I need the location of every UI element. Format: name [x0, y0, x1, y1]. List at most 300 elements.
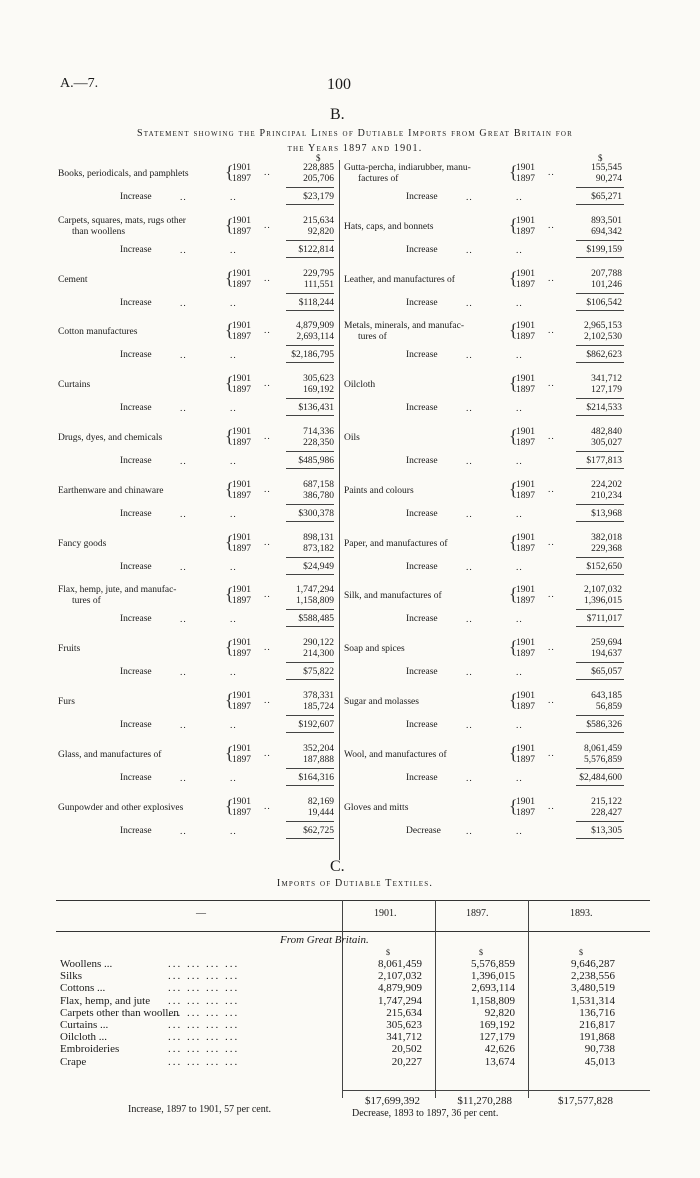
- value-1897: 90,274: [595, 174, 622, 184]
- value-1901: 8,061,459: [584, 743, 622, 754]
- value-1897: 210,234: [591, 490, 622, 501]
- leader-dots: ..: [466, 773, 473, 784]
- leader-dots: ..: [466, 457, 473, 467]
- change-label: Increase: [406, 192, 438, 202]
- brace: {: [509, 637, 518, 658]
- sum-rule: [286, 451, 334, 452]
- leader-dots: ..: [466, 404, 473, 415]
- leader-dots: ..: [264, 801, 271, 812]
- brace: {: [225, 267, 234, 288]
- leader-dots: ..: [180, 668, 187, 679]
- leader-dots: ... ... ... ...: [168, 1031, 240, 1044]
- value-1897: 194,637: [591, 649, 622, 660]
- sum-rule: [576, 715, 624, 716]
- item-name: Paper, and manufactures of: [344, 538, 448, 549]
- value-1901: 155,545: [591, 163, 622, 173]
- sum-rule: [576, 521, 624, 522]
- value-1901: 259,694: [591, 638, 622, 649]
- leader-dots: ..: [548, 590, 555, 601]
- leader-dots: ..: [180, 298, 187, 309]
- c-header-dash: —: [196, 908, 206, 919]
- item-name: Drugs, dyes, and chemicals: [58, 433, 163, 443]
- value-1901: 482,840: [591, 427, 622, 437]
- sum-rule: [576, 626, 624, 627]
- value-1893: 2,238,556: [571, 970, 615, 983]
- sum-rule: [286, 204, 334, 205]
- value-1897: 2,693,114: [296, 332, 334, 343]
- leader-dots: ..: [180, 721, 187, 731]
- textile-item: Cottons ...: [60, 982, 106, 995]
- value-1901: 1,747,294: [378, 994, 422, 1007]
- document-reference: A.—7.: [60, 76, 99, 91]
- brace: {: [225, 214, 234, 235]
- leader-dots: ..: [548, 484, 555, 495]
- sum-rule: [286, 557, 334, 558]
- sum-rule: [576, 785, 624, 786]
- change-label: Increase: [120, 720, 152, 730]
- year-1901: 1901: [516, 638, 535, 649]
- value-1897: 127,179: [591, 385, 622, 396]
- change-value: $164,316: [298, 772, 334, 783]
- value-1901: 20,502: [391, 1043, 422, 1056]
- year-1897: 1897: [516, 702, 535, 712]
- sum-rule: [576, 838, 624, 839]
- leader-dots: ..: [516, 193, 523, 203]
- sum-rule: [286, 504, 334, 505]
- value-1901: 341,712: [386, 1031, 422, 1044]
- change-value: $300,378: [298, 508, 334, 519]
- sum-rule: [286, 662, 334, 663]
- year-1901: 1901: [232, 691, 251, 701]
- value-1897: 127,179: [479, 1031, 515, 1044]
- brace: {: [225, 742, 234, 763]
- change-label: Increase: [120, 192, 152, 202]
- sum-rule: [576, 451, 624, 452]
- leader-dots: ..: [466, 193, 473, 203]
- section-c-letter: C.: [330, 858, 345, 875]
- change-label: Increase: [406, 456, 438, 466]
- item-name: Gloves and mitts: [344, 802, 409, 813]
- value-1901: 215,122: [591, 796, 622, 807]
- item-name: Oilcloth: [344, 380, 376, 391]
- sum-rule: [286, 626, 334, 627]
- item-name: Books, periodicals, and pamphlets: [58, 169, 189, 179]
- year-1897: 1897: [232, 543, 251, 554]
- leader-dots: ..: [466, 509, 473, 520]
- year-1901: 1901: [516, 321, 535, 332]
- brace: {: [509, 267, 518, 288]
- leader-dots: ..: [180, 193, 187, 203]
- item-name: Silk, and manufactures of: [344, 591, 442, 602]
- textile-item: Woollens ...: [60, 958, 113, 970]
- value-1901: 305,623: [386, 1019, 422, 1031]
- brace: {: [225, 795, 234, 816]
- item-name: Fruits: [58, 644, 81, 655]
- value-1901: 714,336: [303, 427, 334, 437]
- year-1901: 1901: [232, 796, 251, 807]
- value-1897: 185,724: [303, 702, 334, 712]
- leader-dots: ..: [516, 721, 523, 731]
- sum-rule: [286, 521, 334, 522]
- year-1897: 1897: [516, 754, 535, 765]
- year-1901: 1901: [516, 215, 535, 226]
- year-1897: 1897: [516, 543, 535, 554]
- change-value: $485,986: [298, 456, 334, 466]
- value-1901: 82,169: [307, 796, 334, 807]
- leader-dots: ..: [230, 615, 237, 626]
- year-1897: 1897: [516, 174, 535, 184]
- change-value: $23,179: [303, 192, 334, 202]
- value-1897: 5,576,859: [584, 754, 622, 765]
- section-b-title: [60, 126, 650, 156]
- item-name: Oils: [344, 433, 360, 443]
- value-1897: 1,158,809: [471, 994, 515, 1007]
- change-label: Increase: [406, 244, 438, 255]
- year-1901: 1901: [232, 215, 251, 226]
- year-1897: 1897: [516, 385, 535, 396]
- sum-rule: [576, 415, 624, 416]
- value-1897: 5,576,859: [471, 958, 515, 970]
- change-value: $177,813: [586, 456, 622, 466]
- c-divider-1: [342, 900, 343, 1098]
- brace: {: [509, 584, 518, 605]
- leader-dots: ..: [264, 537, 271, 548]
- leader-dots: ..: [516, 298, 523, 309]
- leader-dots: ..: [548, 432, 555, 442]
- leader-dots: ..: [180, 615, 187, 626]
- sum-rule: [286, 187, 334, 188]
- value-1893: 3,480,519: [571, 982, 615, 995]
- leader-dots: ..: [230, 351, 237, 362]
- year-1901: 1901: [516, 532, 535, 543]
- leader-dots: ..: [548, 220, 555, 231]
- change-label: Increase: [406, 614, 438, 625]
- sum-rule: [286, 310, 334, 311]
- sum-rule: [576, 468, 624, 469]
- sum-rule: [576, 345, 624, 346]
- year-1897: 1897: [232, 702, 251, 712]
- leader-dots: ..: [516, 509, 523, 520]
- year-1901: 1901: [516, 691, 535, 701]
- year-1897: 1897: [232, 438, 251, 448]
- from-great-britain-label: From Great Britain.: [280, 934, 369, 946]
- year-1901: 1901: [516, 585, 535, 596]
- sum-rule: [576, 574, 624, 575]
- leader-dots: ..: [230, 457, 237, 467]
- value-1897: 92,820: [307, 226, 334, 237]
- leader-dots: ..: [180, 457, 187, 467]
- leader-dots: ..: [516, 615, 523, 626]
- change-value: $106,542: [586, 297, 622, 308]
- item-name: Curtains: [58, 380, 91, 391]
- year-1901: 1901: [516, 479, 535, 490]
- leader-dots: ..: [516, 245, 523, 256]
- leader-dots: ... ... ... ...: [168, 958, 240, 970]
- leader-dots: ..: [466, 351, 473, 362]
- value-1901: 2,107,032: [378, 970, 422, 983]
- year-1897: 1897: [232, 332, 251, 343]
- change-label: Increase: [120, 456, 152, 466]
- leader-dots: ... ... ... ...: [168, 982, 240, 995]
- year-1897: 1897: [516, 438, 535, 448]
- value-1897: 187,888: [303, 754, 334, 765]
- value-1897: 169,192: [479, 1019, 515, 1031]
- year-1897: 1897: [516, 649, 535, 660]
- change-value: $65,271: [591, 192, 622, 202]
- change-label: Increase: [120, 350, 152, 361]
- value-1897: 205,706: [303, 174, 334, 184]
- value-1901: 898,131: [303, 532, 334, 543]
- value-1897: 111,551: [303, 279, 334, 290]
- leader-dots: ..: [264, 643, 271, 654]
- change-label: Increase: [120, 508, 152, 519]
- change-label: Increase: [120, 825, 152, 836]
- leader-dots: ..: [548, 748, 555, 759]
- change-label: Increase: [120, 244, 152, 255]
- c-dollar-1893: $: [579, 948, 583, 957]
- c-dollar-1897: $: [479, 948, 483, 957]
- value-1897: 873,182: [303, 543, 334, 554]
- item-name-cont: than woollens: [72, 226, 126, 237]
- brace: {: [225, 320, 234, 341]
- value-1897: 13,674: [484, 1055, 515, 1068]
- leader-dots: ..: [230, 245, 237, 256]
- total-1893: $17,577,828: [558, 1095, 613, 1107]
- leader-dots: ..: [264, 696, 271, 706]
- value-1901: 228,885: [303, 163, 334, 173]
- change-label: Increase: [120, 297, 152, 308]
- sum-rule: [576, 362, 624, 363]
- leader-dots: ..: [230, 562, 237, 573]
- value-1901: 1,747,294: [296, 585, 334, 596]
- sum-rule: [286, 838, 334, 839]
- leader-dots: ..: [264, 590, 271, 601]
- sum-rule: [576, 240, 624, 241]
- item-name: Cotton manufactures: [58, 327, 138, 338]
- value-1893: 1,531,314: [571, 994, 615, 1007]
- item-name: Cement: [58, 274, 88, 285]
- value-1897: 56,859: [595, 702, 622, 712]
- value-1893: 191,868: [579, 1031, 615, 1044]
- value-1901: 4,879,909: [378, 982, 422, 995]
- change-value: $586,326: [586, 720, 622, 730]
- leader-dots: ..: [548, 537, 555, 548]
- year-1897: 1897: [232, 279, 251, 290]
- brace: {: [225, 531, 234, 552]
- value-1897: 1,396,015: [471, 970, 515, 983]
- year-1901: 1901: [516, 268, 535, 279]
- sum-rule: [286, 768, 334, 769]
- change-label: Increase: [120, 614, 152, 625]
- c-header-1897: 1897.: [466, 908, 489, 919]
- year-1897: 1897: [232, 649, 251, 660]
- leader-dots: ..: [180, 404, 187, 415]
- sum-rule: [286, 715, 334, 716]
- value-1893: 9,646,287: [571, 958, 615, 970]
- value-1901: 224,202: [591, 479, 622, 490]
- change-value: $214,533: [586, 403, 622, 414]
- decrease-note: Decrease, 1893 to 1897, 36 per cent.: [352, 1108, 499, 1119]
- leader-dots: ..: [548, 379, 555, 390]
- brace: {: [509, 373, 518, 394]
- brace: {: [509, 320, 518, 341]
- leader-dots: ..: [264, 220, 271, 231]
- value-1897: 169,192: [303, 385, 334, 396]
- brace: {: [225, 584, 234, 605]
- leader-dots: ..: [466, 562, 473, 573]
- year-1901: 1901: [516, 427, 535, 437]
- sum-rule: [576, 398, 624, 399]
- page-number: 100: [327, 76, 351, 93]
- leader-dots: ..: [180, 351, 187, 362]
- brace: {: [509, 214, 518, 235]
- brace: {: [509, 742, 518, 763]
- total-1897: $11,270,288: [457, 1095, 512, 1107]
- value-1897: 386,780: [303, 490, 334, 501]
- leader-dots: ..: [230, 298, 237, 309]
- value-1897: 228,427: [591, 807, 622, 818]
- textile-item: Crape: [60, 1055, 87, 1068]
- brace: {: [225, 162, 234, 182]
- year-1897: 1897: [232, 385, 251, 396]
- change-label: Increase: [120, 772, 152, 783]
- year-1901: 1901: [232, 268, 251, 279]
- value-1897: 1,396,015: [584, 596, 622, 607]
- change-label: Decrease: [406, 825, 441, 836]
- section-b-title-line2: the Years 1897 and 1901.: [287, 143, 423, 154]
- year-1901: 1901: [516, 374, 535, 385]
- leader-dots: ..: [516, 404, 523, 415]
- value-1901: 290,122: [303, 638, 334, 649]
- change-value: $136,431: [298, 403, 334, 414]
- brace: {: [509, 531, 518, 552]
- sum-rule: [576, 679, 624, 680]
- sum-rule: [286, 468, 334, 469]
- sum-rule: [576, 310, 624, 311]
- leader-dots: ..: [548, 326, 555, 337]
- item-name-cont: tures of: [72, 596, 101, 607]
- leader-dots: ..: [264, 432, 271, 442]
- year-1901: 1901: [516, 743, 535, 754]
- leader-dots: ..: [548, 801, 555, 812]
- sum-rule: [286, 785, 334, 786]
- year-1897: 1897: [232, 807, 251, 818]
- change-label: Increase: [120, 561, 152, 572]
- change-value: $2,484,600: [579, 772, 622, 783]
- value-1901: 2,965,153: [584, 321, 622, 332]
- textile-item: Carpets other than woollen: [60, 1006, 179, 1019]
- change-label: Increase: [406, 297, 438, 308]
- leader-dots: ..: [516, 826, 523, 837]
- value-1901: 4,879,909: [296, 321, 334, 332]
- section-b-title-line1: Statement showing the Principal Lines of Dutiable Imports from Great Britain for: [137, 128, 573, 139]
- change-value: $13,305: [591, 825, 622, 836]
- value-1897: 101,246: [591, 279, 622, 290]
- leader-dots: ..: [516, 351, 523, 362]
- year-1897: 1897: [232, 490, 251, 501]
- leader-dots: ..: [180, 509, 187, 520]
- leader-dots: ..: [466, 298, 473, 309]
- value-1897: 2,693,114: [471, 982, 515, 995]
- leader-dots: ..: [548, 696, 555, 706]
- sum-rule: [286, 398, 334, 399]
- year-1901: 1901: [516, 796, 535, 807]
- leader-dots: ..: [466, 721, 473, 731]
- sum-rule: [286, 293, 334, 294]
- leader-dots: ... ... ... ...: [168, 1055, 240, 1068]
- value-1901: 382,018: [591, 532, 622, 543]
- value-1893: 45,013: [584, 1055, 615, 1068]
- sum-rule: [576, 821, 624, 822]
- change-value: $13,968: [591, 508, 622, 519]
- year-1897: 1897: [232, 174, 251, 184]
- year-1897: 1897: [232, 226, 251, 237]
- increase-note: Increase, 1897 to 1901, 57 per cent.: [128, 1104, 272, 1115]
- year-1901: 1901: [232, 427, 251, 437]
- leader-dots: ..: [230, 404, 237, 415]
- change-value: $152,650: [586, 561, 622, 572]
- year-1897: 1897: [516, 332, 535, 343]
- change-label: Increase: [120, 667, 152, 678]
- leader-dots: ... ... ... ...: [168, 1006, 240, 1019]
- change-label: Increase: [406, 508, 438, 519]
- value-1897: 229,368: [591, 543, 622, 554]
- year-1897: 1897: [516, 490, 535, 501]
- leader-dots: ..: [466, 615, 473, 626]
- item-name-cont: tures of: [358, 332, 387, 343]
- value-1901: 207,788: [591, 268, 622, 279]
- leader-dots: ..: [548, 168, 555, 178]
- leader-dots: ..: [180, 562, 187, 573]
- sum-rule: [576, 257, 624, 258]
- leader-dots: ..: [548, 643, 555, 654]
- item-name: Gutta-percha, indiarubber, manu-: [344, 163, 471, 173]
- leader-dots: ..: [466, 826, 473, 837]
- item-name: Sugar and molasses: [344, 697, 419, 707]
- leader-dots: ..: [230, 826, 237, 837]
- item-name: Earthenware and chinaware: [58, 485, 164, 496]
- section-c-title: Imports of Dutiable Textiles.: [276, 878, 434, 889]
- leader-dots: ..: [264, 273, 271, 284]
- item-name: Gunpowder and other explosives: [58, 802, 184, 813]
- value-1901: 229,795: [303, 268, 334, 279]
- leader-dots: ..: [516, 457, 523, 467]
- section-c-header-band: [56, 900, 650, 932]
- item-name: Furs: [58, 697, 75, 707]
- change-label: Increase: [406, 350, 438, 361]
- change-label: Increase: [406, 561, 438, 572]
- change-value: $192,607: [298, 720, 334, 730]
- brace: {: [509, 795, 518, 816]
- year-1901: 1901: [232, 321, 251, 332]
- change-label: Increase: [406, 720, 438, 730]
- item-name: Metals, minerals, and manufac-: [344, 321, 465, 332]
- leader-dots: ..: [548, 273, 555, 284]
- change-value: $199,159: [586, 244, 622, 255]
- item-name: Carpets, squares, mats, rugs other: [58, 215, 186, 226]
- leader-dots: ..: [264, 748, 271, 759]
- section-b-letter: B.: [330, 106, 345, 123]
- year-1901: 1901: [232, 374, 251, 385]
- change-value: $711,017: [586, 614, 622, 625]
- brace: {: [225, 426, 234, 446]
- value-1901: 20,227: [391, 1055, 422, 1068]
- value-1897: 214,300: [303, 649, 334, 660]
- year-1901: 1901: [232, 638, 251, 649]
- c-divider-3: [528, 900, 529, 1098]
- leader-dots: ..: [264, 168, 271, 178]
- leader-dots: ..: [466, 668, 473, 679]
